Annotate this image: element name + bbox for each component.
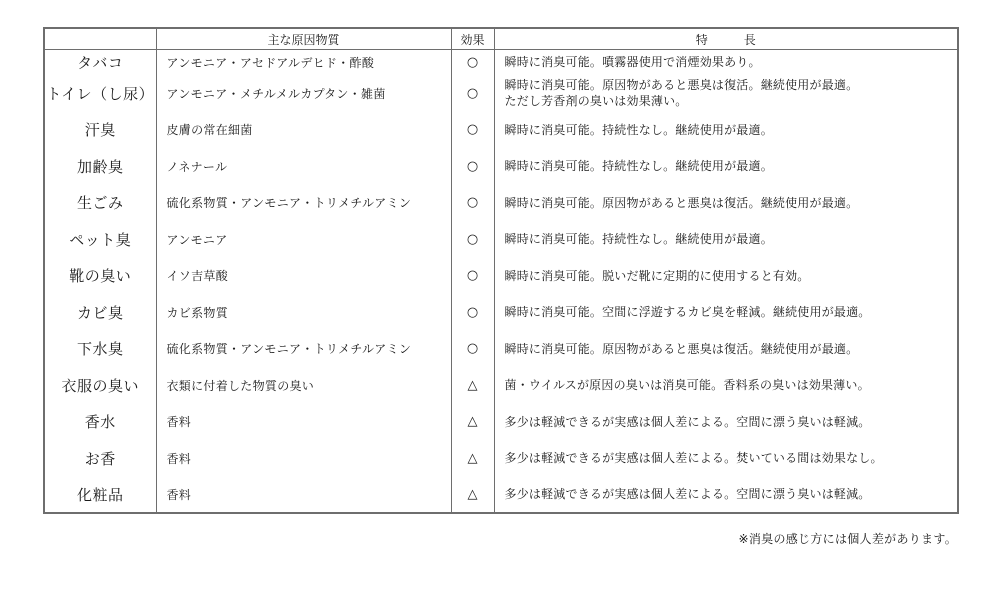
odor-name: 生ごみ	[44, 185, 156, 222]
feature-text	[494, 440, 958, 477]
cause-substance: ノネナール	[156, 148, 451, 185]
table-row	[44, 50, 958, 75]
table-row	[44, 331, 958, 368]
cause-substance: アンモニア・アセドアルデヒド・酢酸	[156, 50, 451, 75]
table-row	[44, 148, 958, 185]
feature-line: ただし芳香剤の臭いは効果薄い。	[504, 94, 688, 108]
feature-text	[494, 477, 958, 514]
cause-substance: 硫化系物質・アンモニア・トリメチルアミン	[156, 185, 451, 222]
effect-mark: ○	[451, 258, 494, 295]
cause-substance: カビ系物質	[156, 294, 451, 331]
header-odor-name	[44, 28, 156, 50]
cause-substance: 皮膚の常在細菌	[156, 112, 451, 149]
table-row	[44, 185, 958, 222]
feature-text	[494, 404, 958, 441]
odor-name: 下水臭	[44, 331, 156, 368]
feature-line: 瞬時に消臭可能。原因物があると悪臭は復活。継続使用が最適。	[504, 195, 859, 210]
odor-name: トイレ（し尿）	[44, 75, 156, 112]
odor-name: 加齢臭	[44, 148, 156, 185]
feature-line: 瞬時に消臭可能。噴霧器使用で消煙効果あり。	[504, 55, 761, 70]
table-header-row	[44, 28, 958, 50]
feature-text	[494, 185, 958, 222]
table-row	[44, 477, 958, 514]
feature-line: 多少は軽減できるが実感は個人差による。空間に漂う臭いは軽減。	[504, 487, 871, 502]
feature-text	[494, 221, 958, 258]
odor-name: タバコ	[44, 50, 156, 75]
feature-text	[494, 294, 958, 331]
feature-text	[494, 50, 958, 75]
footnote: ※消臭の感じ方には個人差があります。	[738, 532, 957, 546]
feature-line: 瞬時に消臭可能。持続性なし。継続使用が最適。	[504, 159, 773, 174]
feature-text	[494, 112, 958, 149]
effect-mark: ○	[451, 221, 494, 258]
odor-name: カビ臭	[44, 294, 156, 331]
effect-mark: ○	[451, 185, 494, 222]
feature-line: 菌・ウイルスが原因の臭いは消臭可能。香料系の臭いは効果薄い。	[504, 378, 870, 393]
effect-mark: ○	[451, 294, 494, 331]
feature-text	[494, 367, 958, 404]
effect-mark: ○	[451, 112, 494, 149]
table-row	[44, 258, 958, 295]
table-row	[44, 294, 958, 331]
header-cause: 主な原因物質	[156, 28, 451, 50]
effect-mark: ○	[451, 50, 494, 75]
odor-name: 化粧品	[44, 477, 156, 514]
cause-substance: 香料	[156, 477, 451, 514]
table-row	[44, 440, 958, 477]
odor-name: 香水	[44, 404, 156, 441]
feature-line: 瞬時に消臭可能。原因物があると悪臭は復活。継続使用が最適。	[504, 78, 859, 92]
cause-substance: 衣類に付着した物質の臭い	[156, 367, 451, 404]
cause-substance: イソ吉草酸	[156, 258, 451, 295]
effect-mark: ○	[451, 148, 494, 185]
cause-substance: アンモニア	[156, 221, 451, 258]
effect-mark: ○	[451, 331, 494, 368]
odor-effect-table	[43, 27, 959, 514]
feature-text	[494, 75, 958, 112]
table-row	[44, 75, 958, 112]
odor-name: 汗臭	[44, 112, 156, 149]
feature-text	[494, 258, 958, 295]
odor-name: ペット臭	[44, 221, 156, 258]
feature-line: 瞬時に消臭可能。持続性なし。継続使用が最適。	[504, 122, 773, 137]
odor-name: お香	[44, 440, 156, 477]
effect-mark: ○	[451, 75, 494, 112]
header-feature: 特 長	[494, 28, 958, 50]
effect-mark: △	[451, 404, 494, 441]
feature-text	[494, 331, 958, 368]
table-row	[44, 221, 958, 258]
table-row	[44, 404, 958, 441]
effect-mark: △	[451, 367, 494, 404]
cause-substance: 硫化系物質・アンモニア・トリメチルアミン	[156, 331, 451, 368]
feature-line: 瞬時に消臭可能。持続性なし。継続使用が最適。	[504, 232, 773, 247]
feature-text	[494, 148, 958, 185]
effect-mark: △	[451, 477, 494, 514]
feature-line: 瞬時に消臭可能。空間に浮遊するカビ臭を軽減。継続使用が最適。	[504, 305, 871, 320]
table-row	[44, 112, 958, 149]
cause-substance: アンモニア・メチルメルカプタン・雑菌	[156, 75, 451, 112]
header-effect: 効果	[451, 28, 494, 50]
odor-name: 靴の臭い	[44, 258, 156, 295]
odor-name: 衣服の臭い	[44, 367, 156, 404]
table-row	[44, 367, 958, 404]
feature-line: 瞬時に消臭可能。原因物があると悪臭は復活。継続使用が最適。	[504, 341, 859, 356]
feature-line: 瞬時に消臭可能。脱いだ靴に定期的に使用すると有効。	[504, 268, 810, 283]
effect-mark: △	[451, 440, 494, 477]
feature-line: 多少は軽減できるが実感は個人差による。焚いている間は効果なし。	[504, 451, 883, 466]
feature-line: 多少は軽減できるが実感は個人差による。空間に漂う臭いは軽減。	[504, 414, 871, 429]
cause-substance: 香料	[156, 440, 451, 477]
cause-substance: 香料	[156, 404, 451, 441]
